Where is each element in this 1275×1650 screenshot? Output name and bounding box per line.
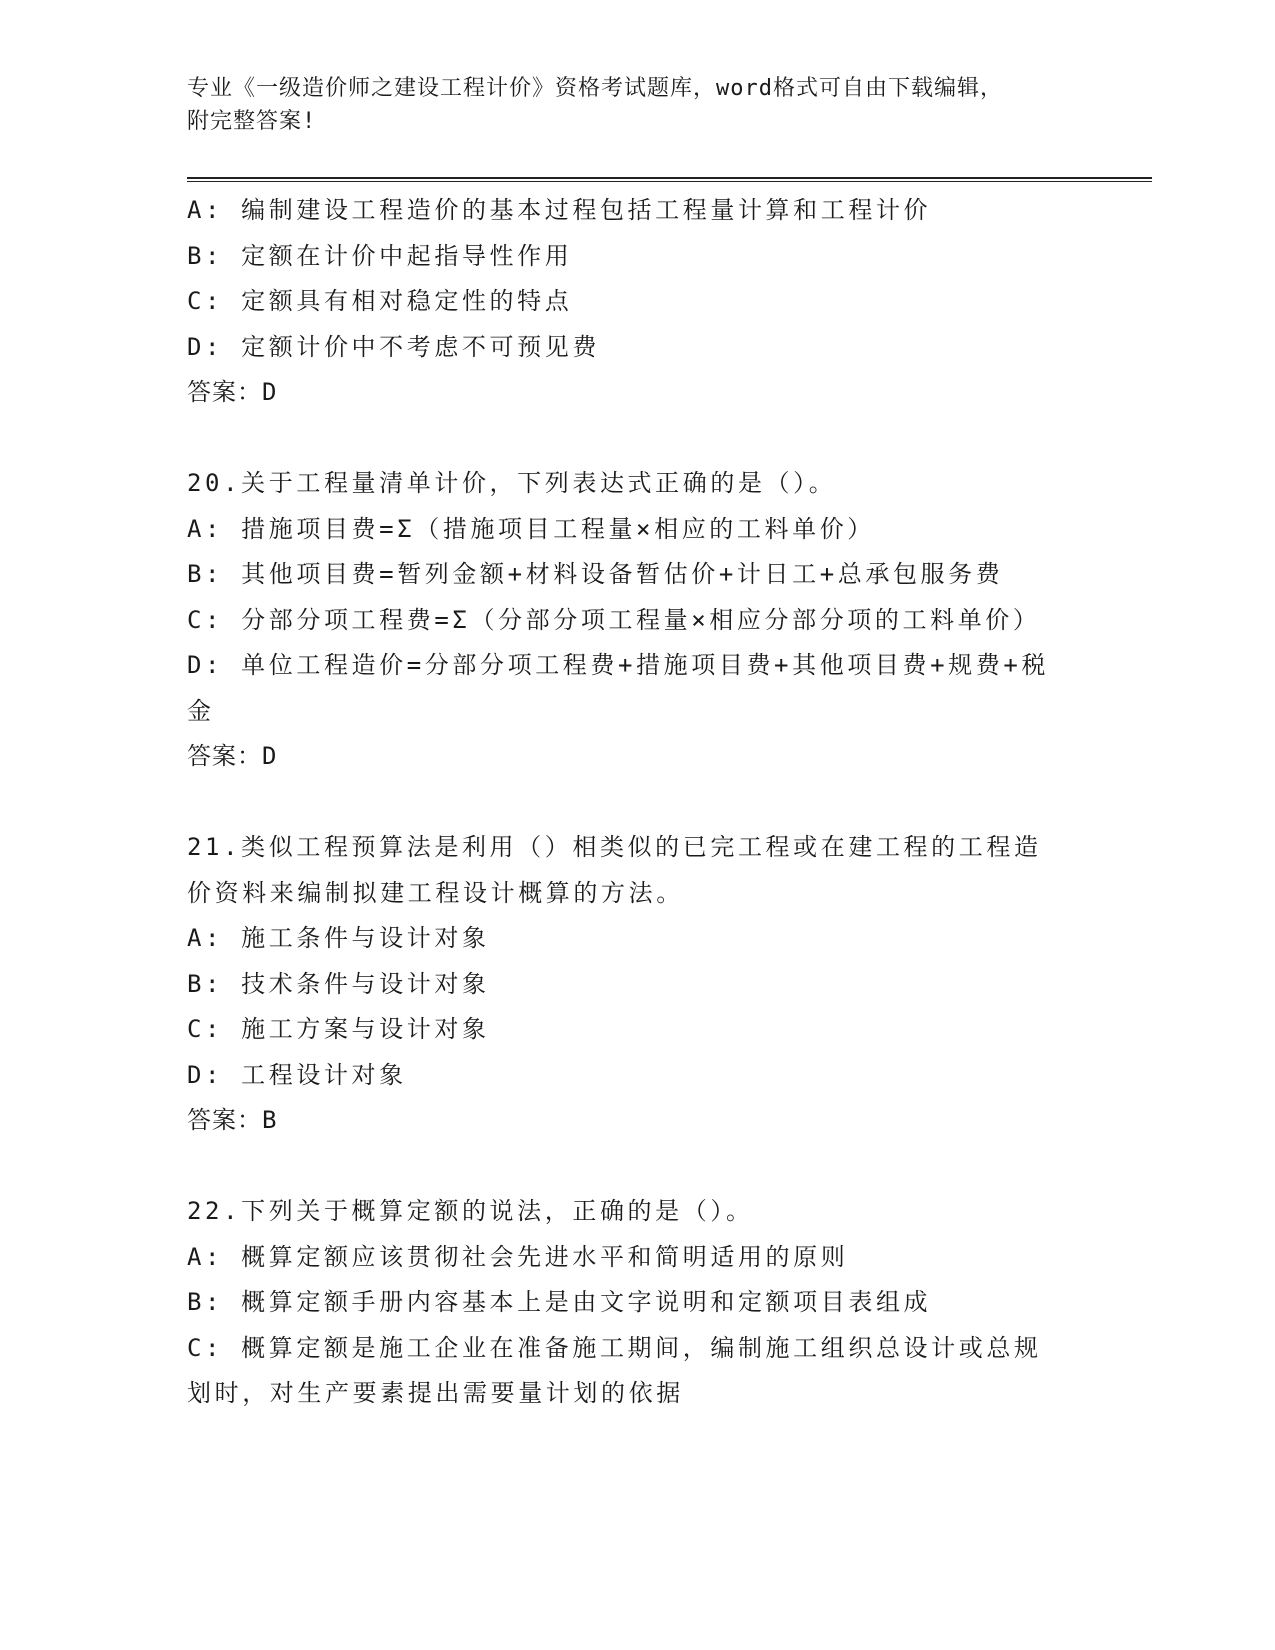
spacer <box>187 1144 1067 1190</box>
question-content <box>187 188 1067 1417</box>
option-b: B: 技术条件与设计对象 <box>187 969 490 998</box>
spacer <box>187 780 1067 826</box>
header-line-1: 专业《一级造价师之建设工程计价》资格考试题库，word格式可自由下载编辑， <box>187 76 1003 101</box>
answer: 答案：D <box>187 742 278 770</box>
question-19-tail <box>187 188 1067 416</box>
option-d: D: 定额计价中不考虑不可预见费 <box>187 332 600 361</box>
option-b: B: 概算定额手册内容基本上是由文字说明和定额项目表组成 <box>187 1288 932 1316</box>
header-line-2: 附完整答案! <box>187 109 317 134</box>
option-a: A: 施工条件与设计对象 <box>187 924 490 952</box>
answer: 答案：B <box>187 1106 278 1134</box>
document-header <box>187 72 1067 138</box>
option-b: B: 定额在计价中起指导性作用 <box>187 241 573 270</box>
question-20 <box>187 461 1067 780</box>
option-c: C: 分部分项工程费=Σ（分部分项工程量×相应分部分项的工料单价） <box>187 605 1041 634</box>
header-divider <box>187 177 1152 182</box>
option-a: A: 措施项目费=Σ（措施项目工程量×相应的工料单价） <box>187 514 875 543</box>
question-stem: 21.类似工程预算法是利用（）相类似的已完工程或在建工程的工程造价资料来编制拟建工程设计概算的方法。 <box>187 833 1042 907</box>
option-a: A: 概算定额应该贯彻社会先进水平和简明适用的原则 <box>187 1242 849 1271</box>
option-c: C: 概算定额是施工企业在准备施工期间，编制施工组织总设计或总规划时，对生产要素提出需要量计划的依据 <box>187 1333 1042 1407</box>
option-c: C: 施工方案与设计对象 <box>187 1015 490 1043</box>
question-stem: 22.下列关于概算定额的说法，正确的是（）。 <box>187 1197 754 1225</box>
option-d: D: 工程设计对象 <box>187 1060 407 1089</box>
option-a: A: 编制建设工程造价的基本过程包括工程量计算和工程计价 <box>187 196 932 224</box>
question-22 <box>187 1189 1067 1417</box>
question-21 <box>187 825 1067 1144</box>
option-b: B: 其他项目费=暂列金额+材料设备暂估价+计日工+总承包服务费 <box>187 560 1004 588</box>
spacer <box>187 416 1067 462</box>
option-c: C: 定额具有相对稳定性的特点 <box>187 287 573 315</box>
option-d: D: 单位工程造价=分部分项工程费+措施项目费+其他项目费+规费+税金 <box>187 651 1049 725</box>
answer: 答案：D <box>187 378 278 406</box>
question-stem: 20.关于工程量清单计价，下列表达式正确的是（）。 <box>187 469 837 497</box>
